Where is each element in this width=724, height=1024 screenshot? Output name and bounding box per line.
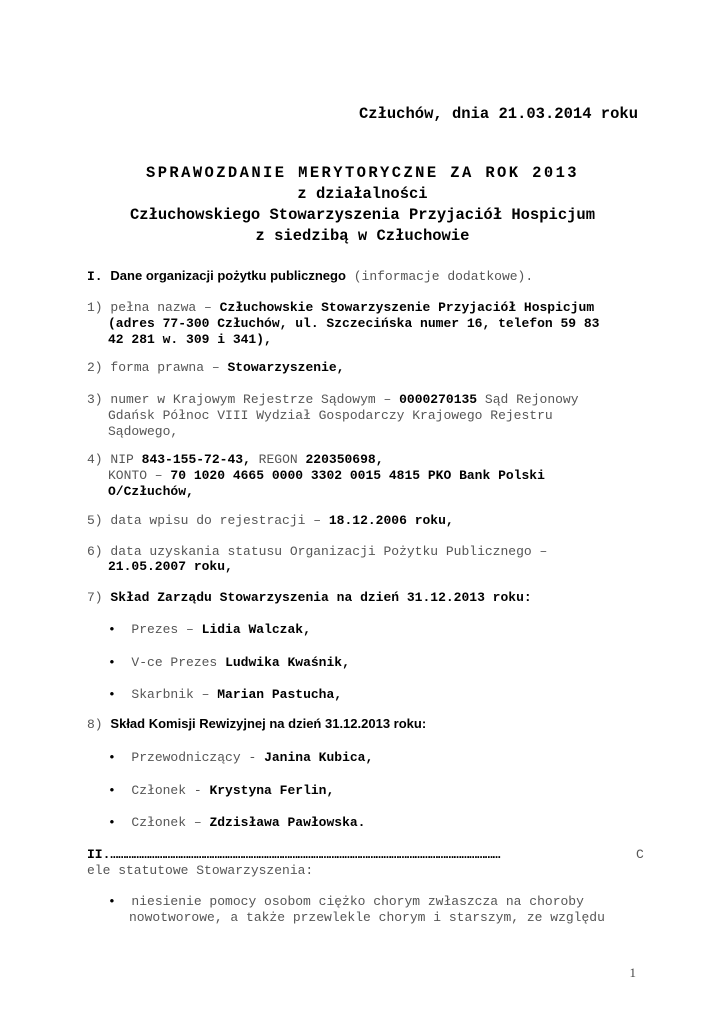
title-seat: z siedzibą w Człuchowie [255,227,470,245]
item-krs-court: Gdańsk Północ VIII Wydział Gospodarczy Krajowego Rejestru [108,408,553,423]
title-subtitle: z działalności [297,185,428,203]
item-registration-date: 5) data wpisu do rejestracji – 18.12.2006 roku, [87,513,454,528]
section-1-heading: I. Dane organizacji pożytku publicznego (informacje dodatkowe). [87,268,534,284]
section-1-title: Dane organizacji pożytku publicznego [110,268,346,283]
item-nip-regon: 4) NIP 843-155-72-43, REGON 220350698, [87,452,384,467]
item-krs-number: 3) numer w Krajowym Rejestrze Sądowym – 0000270135 Sąd Rejonowy [87,392,579,407]
section-2-tail: C [636,847,644,862]
document-title [80,163,645,247]
audit-committee-member: • Członek - Krystyna Ferlin, [108,783,335,798]
section-1-note: (informacje dodatkowe). [353,269,534,284]
statutory-goal-cont: nowotworowe, a także przewlekle chorym i starszym, ze względu [129,910,605,925]
dotted-leader: …………………………………………………………………………………………………………………………………… [110,847,501,862]
item-opp-status-date: 21.05.2007 roku, [108,559,233,574]
item-board: 7) Skład Zarządu Stowarzyszenia na dzień 31.12.2013 roku: [87,590,532,605]
document-date: Człuchów, dnia 21.03.2014 roku [358,105,638,123]
board-member: • Prezes – Lidia Walczak, [108,622,311,637]
item-opp-status: 6) data uzyskania statusu Organizacji Pożytku Publicznego – [87,544,548,559]
board-heading: Skład Zarządu Stowarzyszenia na dzień 31.12.2013 roku: [110,590,532,605]
item-audit-committee: 8) Skład Komisji Rewizyjnej na dzień 31.12.2013 roku: [87,716,427,732]
title-organization: Człuchowskiego Stowarzyszenia Przyjaciół Hospicjum [129,206,596,224]
item-full-name-phone: 42 281 w. 309 i 341), [108,332,272,347]
statutory-goal: • niesienie pomocy osobom ciężko chorym zwłaszcza na choroby [108,894,584,909]
item-full-name: 1) pełna nazwa – Człuchowskie Stowarzyszenie Przyjaciół Hospicjum [87,300,595,315]
audit-committee-member: • Członek – Zdzisława Pawłowska. [108,815,366,830]
item-bank-account: KONTO – 70 1020 4665 0000 3302 0015 4815 PKO Bank Polski [108,468,545,483]
page-number: 1 [629,965,636,980]
audit-committee-heading: Skład Komisji Rewizyjnej na dzień 31.12.2013 roku: [110,716,427,731]
item-krs-court-end: Sądowego, [108,424,179,439]
item-full-name-address: (adres 77-300 Człuchów, ul. Szczecińska numer 16, telefon 59 83 [108,316,600,331]
board-member: • Skarbnik – Marian Pastucha, [108,687,343,702]
section-2-heading: II.…………………………………………………………………………………………………………………………………… [87,847,501,862]
audit-committee-member: • Przewodniczący - Janina Kubica, [108,750,374,765]
title-main: SPRAWOZDANIE MERYTORYCZNE ZA ROK 2013 [146,164,579,182]
item-legal-form: 2) forma prawna – Stowarzyszenie, [87,360,345,375]
item-bank-branch: O/Człuchów, [108,484,194,499]
board-member: • V-ce Prezes Ludwika Kwaśnik, [108,655,350,670]
section-2-title: ele statutowe Stowarzyszenia: [87,863,314,878]
